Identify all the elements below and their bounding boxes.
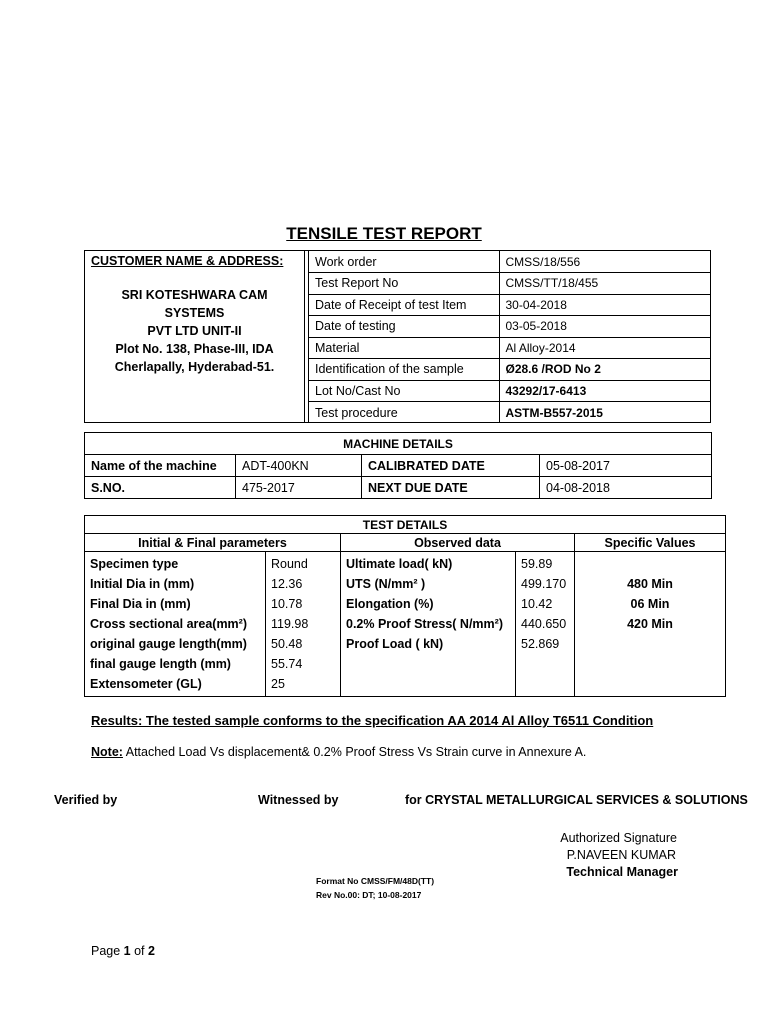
info-value: 43292/17-6413 [499, 380, 710, 402]
signatory-block [520, 830, 720, 881]
spec-value-column [575, 552, 726, 697]
param-label: original gauge length(mm) [90, 637, 247, 651]
customer-box [85, 251, 305, 422]
param-label: final gauge length (mm) [90, 657, 231, 671]
calibrated-date-value: 05-08-2017 [540, 455, 712, 477]
observed-label: 0.2% Proof Stress( N/mm²) [346, 617, 503, 631]
info-value: 03-05-2018 [499, 316, 710, 338]
authorized-signature-label: Authorized Signature [560, 831, 677, 845]
machine-details-table [84, 432, 712, 499]
machine-row [85, 455, 712, 477]
company-signoff: for CRYSTAL METALLURGICAL SERVICES & SOLUTIONS [405, 793, 748, 807]
observed-value: 52.869 [521, 637, 560, 651]
results-statement: Results: The tested sample conforms to the specification AA 2014 Al Alloy T6511 Condition [91, 713, 654, 728]
param-label: Specimen type [90, 557, 179, 571]
header-block [84, 250, 711, 423]
page-current: 1 [123, 944, 131, 958]
report-info-table [309, 251, 710, 423]
info-row [309, 294, 710, 316]
info-value: Ø28.6 /ROD No 2 [499, 359, 710, 381]
note-label: Note: [91, 745, 123, 759]
param-label: Final Dia in (mm) [90, 597, 191, 611]
spec-header: Specific Values [575, 534, 726, 552]
info-label: Date of Receipt of test Item [309, 294, 499, 316]
format-block [316, 874, 434, 902]
info-value: ASTM-B557-2015 [505, 405, 603, 420]
param-value-column [266, 552, 341, 697]
info-value: CMSS/TT/18/455 [499, 273, 710, 295]
info-label: Material [309, 337, 499, 359]
param-value: 10.78 [271, 597, 303, 611]
info-label: Lot No/Cast No [309, 380, 499, 402]
observed-value: 499.170 [521, 577, 567, 591]
observed-value-column [516, 552, 575, 697]
info-row [309, 251, 710, 273]
sno-label: S.NO. [85, 477, 236, 499]
spec-value [580, 634, 720, 654]
customer-line: Cherlapally, Hyderabad-51. [114, 360, 275, 374]
spec-value: 480 Min [627, 577, 673, 591]
test-header-row [85, 534, 726, 552]
info-label: Identification of the sample [309, 359, 499, 381]
page-prefix: Page [91, 944, 124, 958]
format-number: Format No CMSS/FM/48D(TT) [316, 876, 435, 886]
info-value: Al Alloy-2014 [499, 337, 710, 359]
witnessed-by: Witnessed by [258, 793, 339, 807]
observed-value: 440.650 [521, 617, 567, 631]
machine-caption: MACHINE DETAILS [85, 433, 712, 455]
param-label: Cross sectional area(mm²) [90, 617, 248, 631]
param-value: 119.98 [271, 617, 309, 631]
report-title: TENSILE TEST REPORT [286, 224, 482, 243]
observed-label: Ultimate load( kN) [346, 557, 453, 571]
note [91, 745, 586, 759]
page-middle: of [130, 944, 148, 958]
info-label: Test Report No [309, 273, 499, 295]
info-label: Work order [309, 251, 499, 273]
observed-value: 10.42 [521, 597, 553, 611]
observed-label: Elongation (%) [346, 597, 434, 611]
observed-label: UTS (N/mm² ) [346, 577, 426, 591]
info-row [309, 337, 710, 359]
customer-line: Plot No. 138, Phase-III, IDA [115, 342, 274, 356]
signatory-name: P.NAVEEN KUMAR [566, 848, 676, 862]
param-label-column [85, 552, 266, 697]
machine-name-label: Name of the machine [85, 455, 236, 477]
info-row [309, 316, 710, 338]
observed-label-column [341, 552, 516, 697]
param-value: Round [271, 557, 308, 571]
info-label: Test procedure [309, 402, 499, 424]
observed-value: 59.89 [521, 557, 553, 571]
next-due-label: NEXT DUE DATE [362, 477, 540, 499]
customer-line: SRI KOTESHWARA CAM SYSTEMS [121, 288, 268, 320]
machine-name-value: ADT-400KN [236, 455, 362, 477]
note-text: Attached Load Vs displacement& 0.2% Proof Stress Vs Strain curve in Annexure A. [122, 745, 587, 759]
info-value: 30-04-2018 [499, 294, 710, 316]
param-value: 25 [271, 677, 285, 691]
param-label: Extensometer (GL) [90, 677, 202, 691]
revision-number: Rev No.00: DT; 10-08-2017 [316, 890, 422, 900]
info-row [309, 273, 710, 295]
next-due-value: 04-08-2018 [540, 477, 712, 499]
machine-row [85, 477, 712, 499]
param-value: 12.36 [271, 577, 303, 591]
spec-value: 06 Min [630, 597, 670, 611]
test-details-table [84, 515, 726, 697]
signatory-designation: Technical Manager [566, 865, 678, 879]
test-caption: TEST DETAILS [85, 516, 726, 534]
info-row [309, 359, 710, 381]
page-number [91, 944, 155, 958]
customer-heading: CUSTOMER NAME & ADDRESS: [91, 254, 284, 268]
test-caption-row [85, 516, 726, 534]
param-value: 55.74 [271, 657, 303, 671]
verified-by: Verified by [54, 793, 118, 807]
info-label: Date of testing [309, 316, 499, 338]
observed-header: Observed data [341, 534, 575, 552]
info-row [309, 380, 710, 402]
customer-line: PVT LTD UNIT-II [147, 324, 242, 338]
params-header: Initial & Final parameters [85, 534, 341, 552]
calibrated-date-label: CALIBRATED DATE [362, 455, 540, 477]
machine-caption-row [85, 433, 712, 455]
observed-label: Proof Load ( kN) [346, 637, 444, 651]
sno-value: 475-2017 [236, 477, 362, 499]
spec-value: 420 Min [627, 617, 673, 631]
param-value: 50.48 [271, 637, 303, 651]
spec-value [580, 554, 720, 574]
info-row [309, 402, 710, 424]
info-value: CMSS/18/556 [499, 251, 710, 273]
test-body-row [85, 552, 726, 697]
page-total: 2 [148, 944, 155, 958]
param-label: Initial Dia in (mm) [90, 577, 195, 591]
